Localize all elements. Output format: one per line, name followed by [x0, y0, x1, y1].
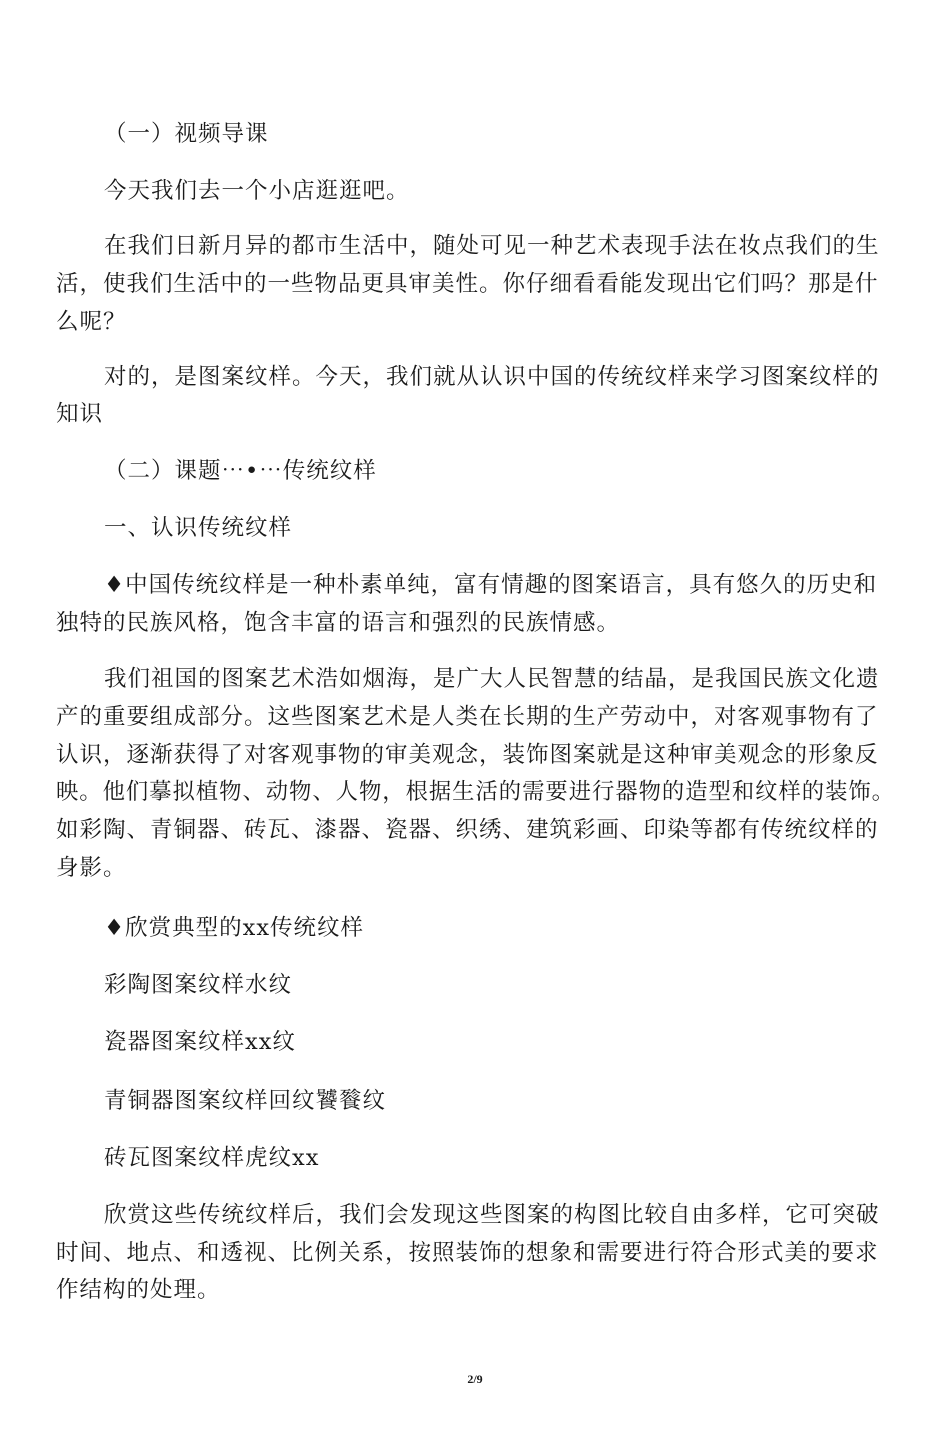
- section-heading-topic: （二）课题⋯•⋯传统纹样: [104, 458, 377, 484]
- bullet-heading-appreciate: ♦欣赏典型的xx传统纹样: [104, 915, 365, 941]
- paragraph-line: 如彩陶、青铜器、砖瓦、漆器、瓷器、织绣、建筑彩画、印染等都有传统纹样的: [56, 817, 879, 843]
- page-number: 2/9: [467, 1372, 483, 1386]
- list-item: 瓷器图案纹样xx纹: [104, 1029, 296, 1055]
- list-item: 青铜器图案纹样回纹饕餮纹: [104, 1088, 387, 1114]
- paragraph-line: 么呢？: [56, 309, 127, 335]
- list-item: 彩陶图案纹样水纹: [104, 972, 293, 998]
- paragraph-line: 欣赏这些传统纹样后，我们会发现这些图案的构图比较自由多样，它可突破: [104, 1202, 880, 1228]
- paragraph-line: 映。他们摹拟植物、动物、人物，根据生活的需要进行器物的造型和纹样的装饰。: [56, 779, 895, 805]
- paragraph-line: 时间、地点、和透视、比例关系，按照装饰的想象和需要进行符合形式美的要求: [56, 1240, 879, 1266]
- paragraph-line: 在我们日新月异的都市生活中，随处可见一种艺术表现手法在妆点我们的生: [104, 233, 880, 259]
- paragraph-line: 今天我们去一个小店逛逛吧。: [104, 178, 410, 204]
- list-item: 砖瓦图案纹样虎纹xx: [104, 1145, 320, 1171]
- paragraph-line: 认识，逐渐获得了对客观事物的审美观念，装饰图案就是这种审美观念的形象反: [56, 742, 879, 768]
- paragraph-line: 独特的民族风格，饱含丰富的语言和强烈的民族情感。: [56, 610, 621, 636]
- paragraph-line: 活，使我们生活中的一些物品更具审美性。你仔细看看能发现出它们吗？那是什: [56, 271, 879, 297]
- paragraph-line: 我们祖国的图案艺术浩如烟海，是广大人民智慧的结晶，是我国民族文化遗: [104, 666, 880, 692]
- paragraph-line: 产的重要组成部分。这些图案艺术是人类在长期的生产劳动中，对客观事物有了: [56, 704, 879, 730]
- section-heading-know-patterns: 一、认识传统纹样: [104, 515, 293, 541]
- paragraph-line: 知识: [56, 401, 104, 427]
- paragraph-line: 对的，是图案纹样。今天，我们就从认识中国的传统纹样来学习图案纹样的: [104, 364, 880, 390]
- paragraph-line: ♦中国传统纹样是一种朴素单纯，富有情趣的图案语言，具有悠久的历史和: [104, 572, 878, 598]
- paragraph-line: 作结构的处理。: [56, 1277, 221, 1303]
- paragraph-line: 身影。: [56, 855, 127, 881]
- section-heading-video-intro: （一）视频导课: [104, 121, 269, 147]
